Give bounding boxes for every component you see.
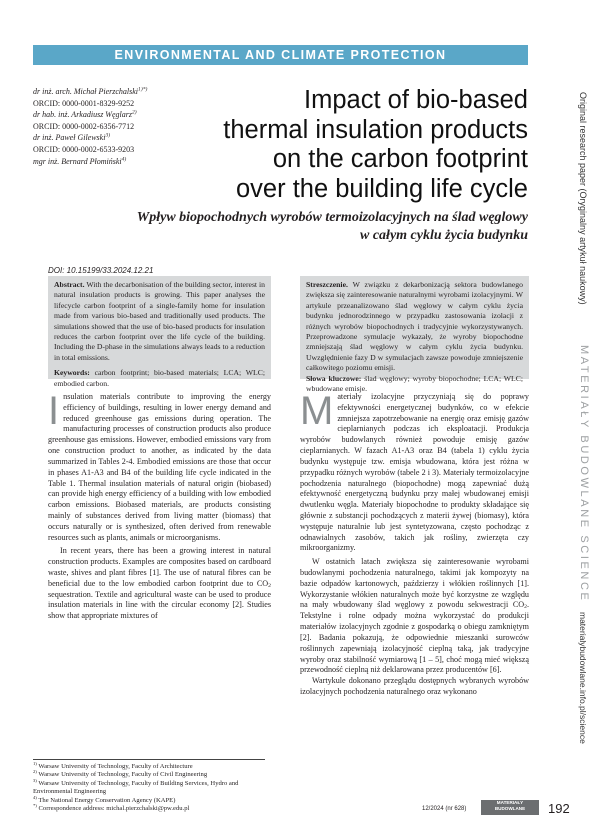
keywords-pl: Słowa kluczowe: ślad węglowy; wyroby biopochodne; LCA; WLC; wbudowane emisje. <box>306 373 524 394</box>
orcid: ORCID: 0000-0002-6533-9203 <box>33 144 135 154</box>
doi[interactable]: DOI: 10.15199/33.2024.12.21 <box>48 266 154 275</box>
author: dr hab. inż. Arkadiusz Węglarz$^{2)}$ <box>33 109 137 120</box>
body-column-en <box>48 389 271 622</box>
issue-number: 12/2024 (nr 628) <box>422 806 467 812</box>
author: dr inż. Paweł Gilewski$^{3)}$ <box>33 132 111 143</box>
drop-cap: M <box>300 389 334 433</box>
sidebar-paper-type: Original research paper (Oryginalny artykuł naukowy) <box>578 92 588 305</box>
article-subtitle: Wpływ biopochodnych wyrobów termoizolacyjnych na ślad węglowy w całym cyklu życia budynku <box>136 210 528 243</box>
paragraph: W ostatnich latach zwiększa się zainteresowanie wyrobami budowlanymi pochodzenia naturalnego, takimi jak kompozyty na bazie odpadów kartonowych, paździerzy i włókien roślinnych [1]. Wykorzystanie włókien naturalnych może być korzystne ze względu na mały wbudowany ślad węglowy z powodu sekwestracji $CO_2$. Tekstylne i rolne odpady można wykorzystać do produkcji materiałów izolacyjnych zgodnie z gospodarką o obiegu zamkniętym [2]. Badania pokazują, że odpowiednie mieszanki surowców roślinnych zapewniają izolacyjność cieplną taką, jak tradycyjne wyroby oraz stabilność wymiarową [1 – 5], choć mogą mieć większą przewodność cieplną niż deklarowana przez producentów [6]. <box>300 557 529 675</box>
paragraph: Insulation materials contribute to improving the energy efficiency of buildings, resulting in lower energy demand and reduced greenhouse gas emissions during operation. The manufacturing processes of construction products also produce greenhouse gas emissions. However, embodied emissions vary from one construction product to another, as indicated by the data summarized in Tables 2-4. Embodied emissions are those that occur in phases A1-A3 and B4 of the building life cycle indicated in the Table 1. Thermal insulation materials of natural origin (biobased) can provide high energy efficiency of a building with low embodied carbon emissions. Biobased materials, are products consisting mainly of substances derived from living matter (biomass) that occurs naturally or is synthesized, often derived from renewable resources such as plants, animals or microorganisms. <box>48 389 271 542</box>
author: dr inż. arch. Michał Pierzchalski$^{1)*)}$ <box>33 86 148 96</box>
drop-cap: I <box>48 389 60 433</box>
journal-logo: MATERIAŁY BUDOWLANE <box>481 800 539 815</box>
keywords-en: Keywords: carbon footprint; bio-based materials; LCA; WLC; embodied carbon. <box>54 368 265 388</box>
abstract-en-text: Abstract. With the decarbonisation of the building sector, interest in natural insulation products is growing. This paper analyses the lifecycle carbon footprint of a single-family home for insulation made from various bio-based and traditionally used products. The simulations showed that the use of bio-based products for insulation reduces the carbon footprint over the life cycle of the building. Including the D-phase in the simulations always leads to a reduction in total emissions. <box>54 280 265 362</box>
footnote: $^{4)}$ The National Energy Conservation Agency (KAPE) <box>33 794 176 804</box>
paragraph: Materiały izolacyjne przyczyniają się do poprawy efektywności energetycznej budynków, co w efekcie zmniejsza zapotrzebowanie na energię oraz emisję gazów cieplarnianych podczas ich eksploatacji. Produkcja wyrobów budowlanych również powoduje emisję gazów cieplarnianych. W fazach A1-A3 oraz B4 (tabela 1) cyklu życia budynku występuje tzw. emisja wbudowana, która jest różna w przypadku różnych wyrobów (tabele 2 i 3). Materiały termoizolacyjne pochodzenia naturalnego (biopochodne) mogą zapewniać dużą efektywność energetyczną budynku przy małej wbudowanej emisji dwutlenku węgla. Materiały biopochodne to produkty składające się głównie z substancji pochodzących z materii żywej (biomasy), która występuje naturalnie lub jest syntetyzowana, często pochodząc z odnawialnych zasobów, takich jak rośliny, zwierzęta czy mikroorganizmy. <box>300 389 529 553</box>
abstract-en <box>48 276 271 388</box>
footnote: $^{1)}$ Warsaw University of Technology, Faculty of Architecture <box>33 760 193 770</box>
sidebar-journal-name: MATERIAŁY BUDOWLANE SCIENCE <box>578 345 590 603</box>
orcid: ORCID: 0000-0002-6356-7712 <box>33 121 135 131</box>
footnotes <box>33 759 265 813</box>
footnote: $^{3)}$ Warsaw University of Technology, Faculty of Building Services, Hydro and Environmental Engineering <box>33 777 239 796</box>
abstract-pl-text: Streszczenie. W związku z dekarbonizacją sektora budowlanego zwiększa się zainteresowanie naturalnymi wyrobami izolacyjnymi. W artykule przeanalizowano ślad węglowy w całym cyklu życia budynku jednorodzinnego w przypadku zastosowania izolacji z różnych wyrobów biopochodnych i tradycyjnie wykorzystywanych. Przeprowadzone symulacje wykazały, że wyroby biopochodne zmniejszają ślad węglowy w całym cyklu życia budynku. Uwzględnienie fazy D w symulacjach zawsze powoduje zmniejszenie całkowitego poziomu emisji. <box>306 280 523 373</box>
paragraph: Wartykule dokonano przeglądu dostępnych wybranych wyrobów izolacyjnych pochodzenia naturalnego oraz wykonano <box>300 676 529 696</box>
orcid: ORCID: 0000-0001-8329-9252 <box>33 98 135 108</box>
author: mgr inż. Bernard Płomiński$^{4)}$ <box>33 155 127 166</box>
footnote: *) Correspondence address: michal.pierzchalski@pw.edu.pl <box>33 802 190 813</box>
article-title: Impact of bio-based thermal insulation products on the carbon footprint over the building life cycle <box>223 86 528 203</box>
abstract-pl <box>300 276 529 394</box>
body-column-pl <box>300 389 529 698</box>
page-number: 192 <box>548 801 570 816</box>
paragraph: In recent years, there has been a growing interest in natural construction products. Examples are composites based on cardboard waste, shives and plant fibres [1]. The use of natural fibres can be beneficial due to the low embodied carbon footprint due to $CO_2$ sequestration. Textile and agricultural waste can be used to produce insulation materials in line with the circular economy [2]. Studies show that appropriate mixtures of <box>48 546 271 621</box>
footnote: $^{2)}$ Warsaw University of Technology, Faculty of Civil Engineering <box>33 769 208 779</box>
sidebar-url[interactable]: materialybudowlane.info.pl/science <box>578 612 588 744</box>
section-header: ENVIRONMENTAL AND CLIMATE PROTECTION <box>33 45 528 65</box>
